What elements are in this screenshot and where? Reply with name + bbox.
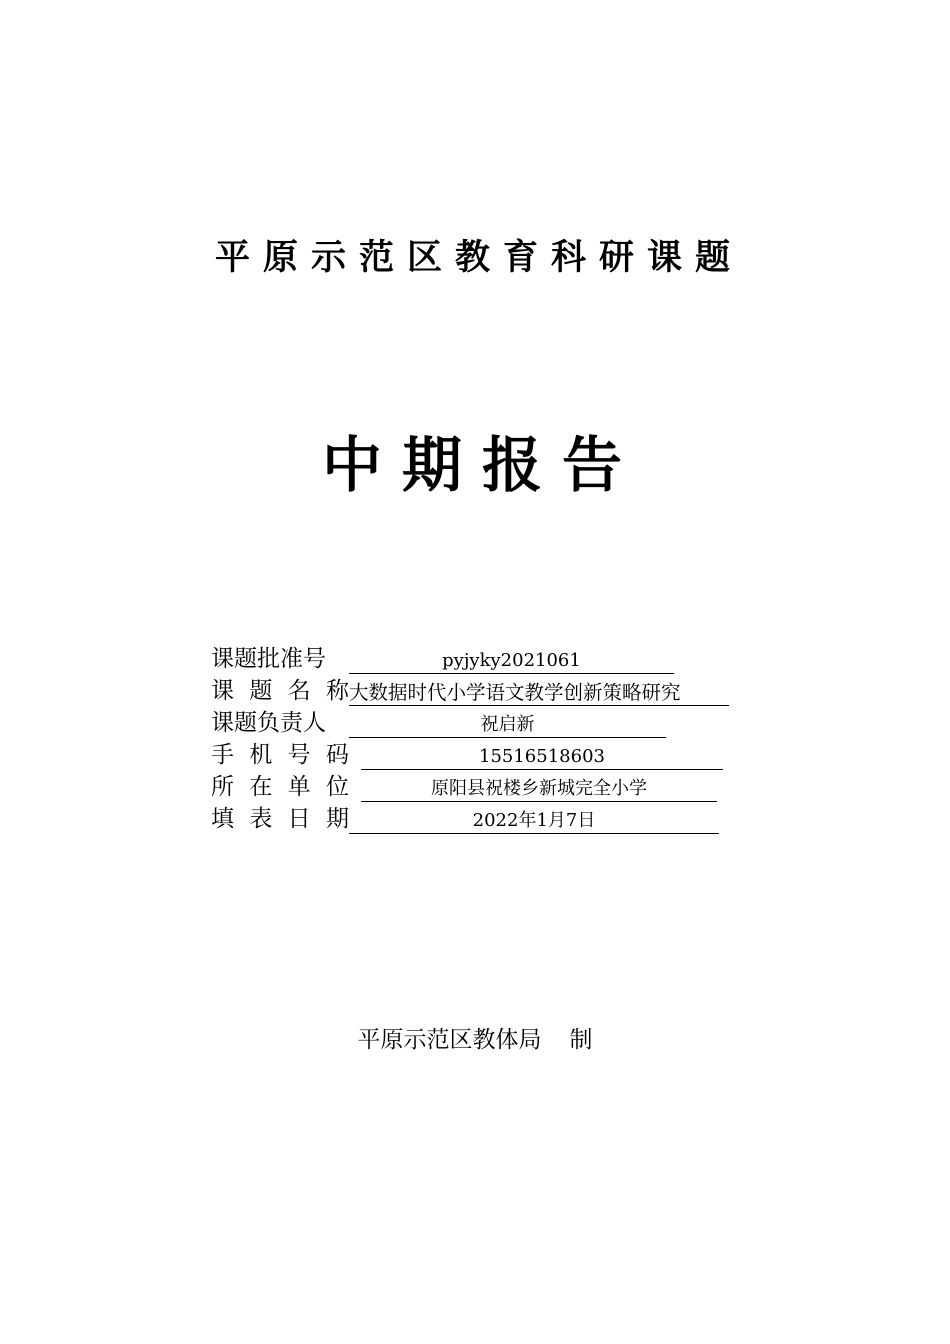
- topic-name-row: [211, 674, 751, 706]
- unit-label-char: 所: [211, 774, 234, 800]
- date-value: 2022年1月7日: [349, 809, 719, 834]
- phone-label-char: 码: [325, 742, 349, 768]
- unit-label-char: 在: [249, 774, 273, 800]
- leader-value: 祝启新: [349, 713, 666, 738]
- unit-label: [211, 772, 349, 802]
- topic-name-label-char: 称: [325, 678, 349, 704]
- phone-label: [211, 740, 349, 770]
- report-subtitle: 平原示范区教育科研课题: [214, 237, 743, 278]
- unit-row: [211, 770, 751, 802]
- issuer-suffix: 制: [569, 1027, 593, 1053]
- topic-name-label: [211, 676, 349, 706]
- approval-number-label: 课题批准号: [211, 646, 326, 672]
- unit-label-char: 单: [287, 774, 311, 800]
- date-label: [211, 804, 349, 834]
- topic-name-label-char: 题: [249, 678, 273, 704]
- topic-name-value: 大数据时代小学语文教学创新策略研究: [349, 681, 729, 706]
- report-title: 中期报告: [322, 431, 642, 501]
- issuer-name: 平原示范区教体局: [357, 1027, 542, 1053]
- phone-value: 15516518603: [361, 745, 723, 770]
- date-label-char: 填: [211, 806, 234, 832]
- report-info-fields: [211, 642, 751, 834]
- approval-number-value: pyjyky2021061: [349, 649, 674, 674]
- date-label-char: 期: [325, 806, 349, 832]
- phone-label-char: 机: [249, 742, 273, 768]
- phone-row: [211, 738, 751, 770]
- phone-label-char: 号: [287, 742, 311, 768]
- unit-value: 原阳县祝楼乡新城完全小学: [361, 777, 717, 802]
- date-label-char: 表: [249, 806, 273, 832]
- topic-name-label-char: 课: [211, 678, 234, 704]
- leader-row: [211, 706, 751, 738]
- date-row: [211, 802, 751, 834]
- unit-label-char: 位: [325, 774, 349, 800]
- issuer-line: [0, 1024, 950, 1056]
- approval-number-row: [211, 642, 751, 674]
- leader-label: 课题负责人: [211, 710, 326, 736]
- phone-label-char: 手: [211, 742, 234, 768]
- topic-name-label-char: 名: [287, 678, 311, 704]
- date-label-char: 日: [287, 806, 311, 832]
